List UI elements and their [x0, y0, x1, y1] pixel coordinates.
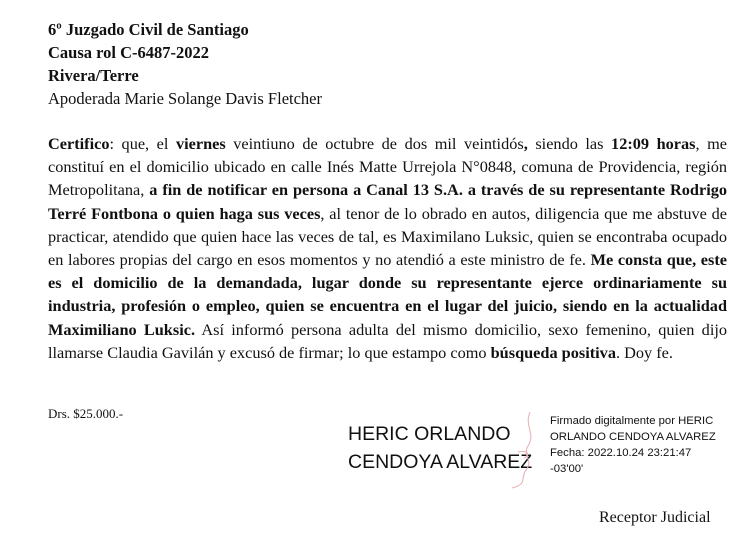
signer-name-line-2: CENDOYA ALVAREZ — [348, 451, 533, 473]
case-number: Causa rol C-6487-2022 — [48, 43, 210, 62]
bold-text-segment: 12:09 horas — [611, 134, 696, 153]
bold-text-segment: Me consta que, este es el domicilio de la demandada, lugar donde su representante ejerce ordinariamente su industria, profesión o empleo, quien se encuentra en el lugar del juicio, siendo en la actualidad Maximiliano Luksic. — [48, 250, 728, 339]
attorney-line: Apoderada Marie Solange Davis Fletcher — [48, 89, 322, 108]
digital-signature-details — [550, 413, 716, 477]
bold-text-segment: a fin de notificar en persona a Canal 13 S.A. a través de su representante Rodrigo Terré Fontbona o quien haga sus veces — [48, 180, 728, 223]
signer-role: Receptor Judicial — [599, 509, 711, 526]
bold-text-segment: búsqueda positiva — [490, 342, 616, 362]
text-segment: , al tenor de lo obrado en autos, diligencia que me abstuve de practicar, atendido que quien hace las veces de tal, es Maximilano Luksic, quien se encontraba ocupado en labores propias del cargo en esos momentos y no atendió a este ministro de fe. — [48, 203, 727, 270]
signature-details-line-2: ORLANDO CENDOYA ALVAREZ — [550, 431, 716, 443]
text-segment: . Doy fe. — [615, 342, 673, 362]
certificate-text — [48, 132, 727, 364]
text-segment: veintiuno de octubre de dos mil veintidós — [225, 134, 524, 153]
document-header — [48, 18, 322, 110]
text-segment: siendo las — [527, 134, 612, 153]
court-name: 6º Juzgado Civil de Santiago — [48, 20, 249, 39]
signature-scribble-icon — [500, 408, 552, 490]
bold-text-segment: viernes — [176, 134, 226, 153]
text-segment: : que, el — [109, 134, 176, 153]
signer-name-line-1: HERIC ORLANDO — [348, 423, 511, 445]
case-parties: Rivera/Terre — [48, 66, 139, 85]
bold-text-segment: Certifico — [48, 134, 110, 153]
text-segment: Así informó persona adulta del mismo domicilio, sexo femenino, quien dijo llamarse Claudia Gavilán y excusó de firmar; lo que estampo como — [48, 319, 728, 362]
fee-amount: Drs. $25.000.- — [48, 406, 124, 421]
signature-details-line-1: Firmado digitalmente por HERIC — [550, 415, 714, 427]
signature-date-line: Fecha: 2022.10.24 23:21:47 — [550, 447, 692, 459]
signature-timezone-line: -03'00' — [550, 463, 584, 475]
text-segment: , me constituí en el domicilio ubicado en calle Inés Matte Urrejola N°0848, comuna de Providencia, región Metropolitana, — [48, 134, 728, 200]
bold-text-segment: , — [523, 134, 528, 153]
